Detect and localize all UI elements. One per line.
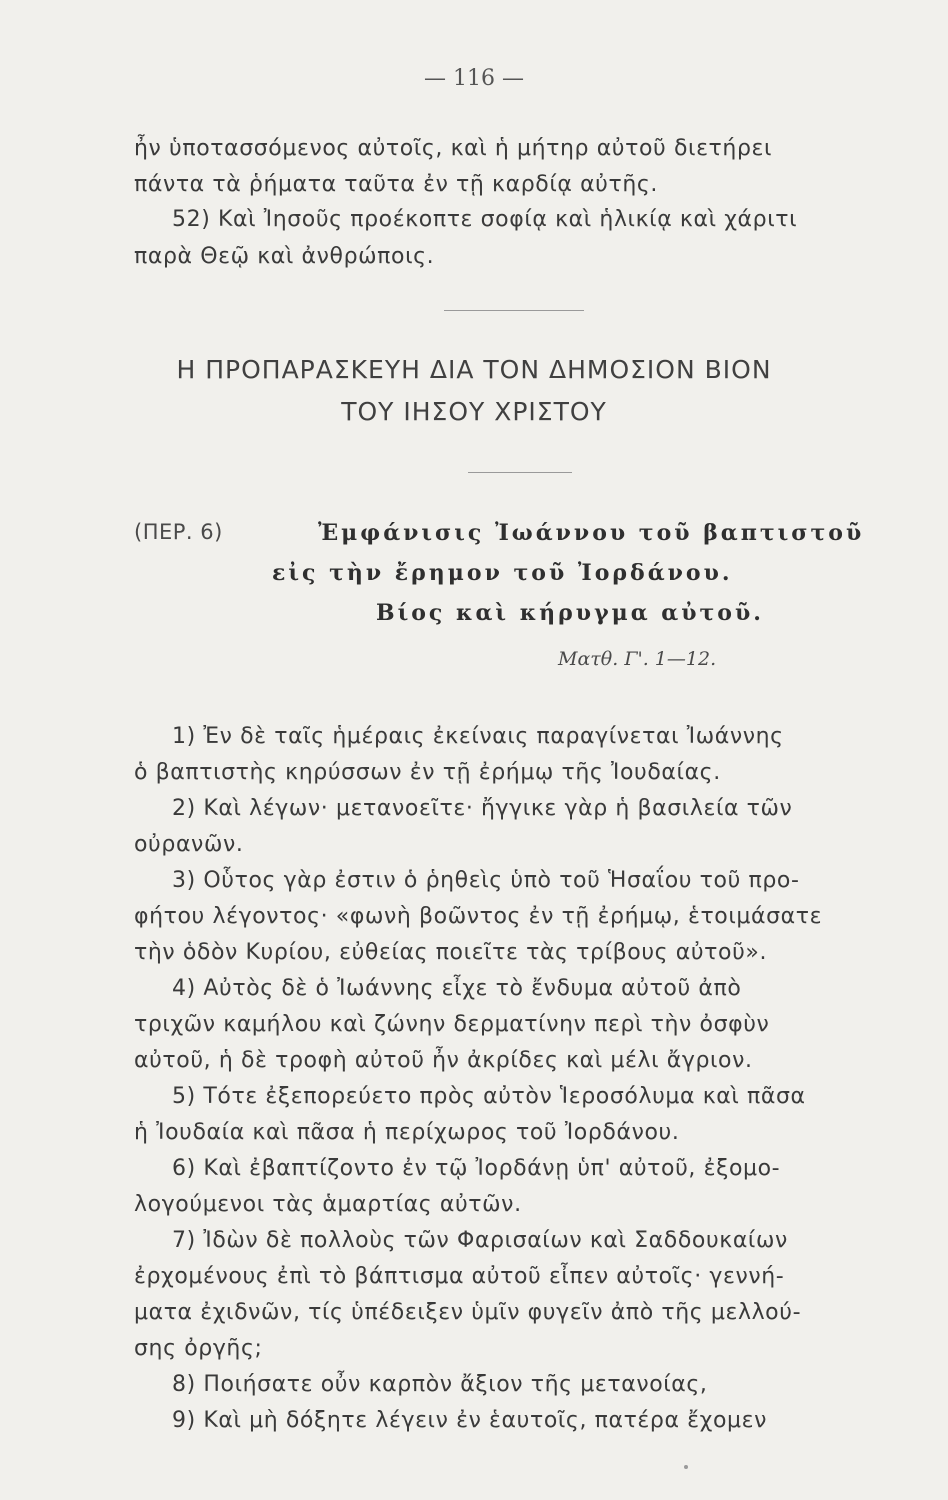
verse-line: τὴν ὁδὸν Κυρίου, εὐθείας ποιεῖτε τὰς τρίβους αὐτοῦ». [134, 940, 768, 965]
verse-line: 9) Καὶ μὴ δόξητε λέγειν ἐν ἑαυτοῖς, πατέρα ἔχομεν [172, 1408, 768, 1433]
verse-line: ἐρχομένους ἐπὶ τὸ βάπτισμα αὐτοῦ εἶπεν αὐτοῖς· γεννή- [134, 1264, 785, 1289]
text-line: 52) Καὶ Ἰησοῦς προέκοπτε σοφίᾳ καὶ ἡλικίᾳ καὶ χάριτι [172, 207, 798, 232]
verse-line: λογούμενοι τὰς ἁμαρτίας αὐτῶν. [134, 1192, 522, 1217]
section-label: (ΠΕΡ. 6) [134, 520, 223, 544]
verse-line: τριχῶν καμήλου καὶ ζώνην δερματίνην περὶ τὴν ὀσφὺν [134, 1012, 770, 1037]
chapter-heading-line-2: ΤΟΥ ΙΗΣΟΥ ΧΡΙΣΤΟΥ [341, 397, 607, 426]
section-title-line-1: Ἐμφάνισις Ἰωάννου τοῦ βαπτιστοῦ [318, 520, 865, 546]
separator-rule [444, 310, 584, 311]
verse-line: 8) Ποιήσατε οὖν καρπὸν ἄξιον τῆς μετανοίας, [172, 1372, 708, 1397]
scripture-reference: Ματθ. Γ'. 1—12. [558, 648, 717, 670]
verse-line: 2) Καὶ λέγων· μετανοεῖτε· ἤγγικε γὰρ ἡ βασιλεία τῶν [172, 796, 793, 821]
section-title-line-2: εἰς τὴν ἔρημον τοῦ Ἰορδάνου. [272, 560, 733, 586]
section-title-line-3: Βίος καὶ κήρυγμα αὐτοῦ. [376, 600, 764, 626]
page-number: — 116 — [424, 66, 524, 91]
verse-line: 3) Οὗτος γὰρ ἐστιν ὁ ῥηθεὶς ὑπὸ τοῦ Ἡσαΐου τοῦ προ- [172, 868, 800, 893]
verse-line: 7) Ἰδὼν δὲ πολλοὺς τῶν Φαρισαίων καὶ Σαδδουκαίων [172, 1228, 788, 1253]
verse-line: οὐρανῶν. [134, 832, 244, 857]
verse-line: 4) Αὐτὸς δὲ ὁ Ἰωάννης εἶχε τὸ ἔνδυμα αὐτοῦ ἀπὸ [172, 976, 742, 1001]
verse-line: ὁ βαπτιστὴς κηρύσσων ἐν τῇ ἐρήμῳ τῆς Ἰουδαίας. [134, 760, 721, 785]
verse-line: 1) Ἐν δὲ ταῖς ἡμέραις ἐκείναις παραγίνεται Ἰωάννης [172, 724, 784, 749]
paper-speck [684, 1465, 688, 1469]
text-line: πάντα τὰ ῥήματα ταῦτα ἐν τῇ καρδίᾳ αὐτῆς. [134, 172, 658, 197]
text-line: παρὰ Θεῷ καὶ ἀνθρώποις. [134, 244, 435, 269]
verse-line: 6) Καὶ ἐβαπτίζοντο ἐν τῷ Ἰορδάνῃ ὑπ' αὐτοῦ, ἐξομο- [172, 1156, 781, 1181]
verse-line: ματα ἐχιδνῶν, τίς ὑπέδειξεν ὑμῖν φυγεῖν ἀπὸ τῆς μελλού- [134, 1300, 802, 1325]
verse-line: ἡ Ἰουδαία καὶ πᾶσα ἡ περίχωρος τοῦ Ἰορδάνου. [134, 1120, 680, 1145]
verse-line: αὐτοῦ, ἡ δὲ τροφὴ αὐτοῦ ἦν ἀκρίδες καὶ μέλι ἄγριον. [134, 1048, 753, 1073]
verse-line: σης ὀργῆς; [134, 1336, 263, 1361]
verse-line: 5) Τότε ἐξεπορεύετο πρὸς αὐτὸν Ἱεροσόλυμα καὶ πᾶσα [172, 1084, 806, 1109]
chapter-heading-line-1: Η ΠΡΟΠΑΡΑΣΚΕΥΗ ΔΙΑ ΤΟΝ ΔΗΜΟΣΙΟΝ ΒΙΟΝ [176, 355, 772, 384]
separator-rule [468, 472, 572, 473]
text-line: ἦν ὑποτασσόμενος αὐτοῖς, καὶ ἡ μήτηρ αὐτοῦ διετήρει [134, 136, 773, 161]
verse-line: φήτου λέγοντος· «φωνὴ βοῶντος ἐν τῇ ἐρήμῳ, ἑτοιμάσατε [134, 904, 823, 929]
